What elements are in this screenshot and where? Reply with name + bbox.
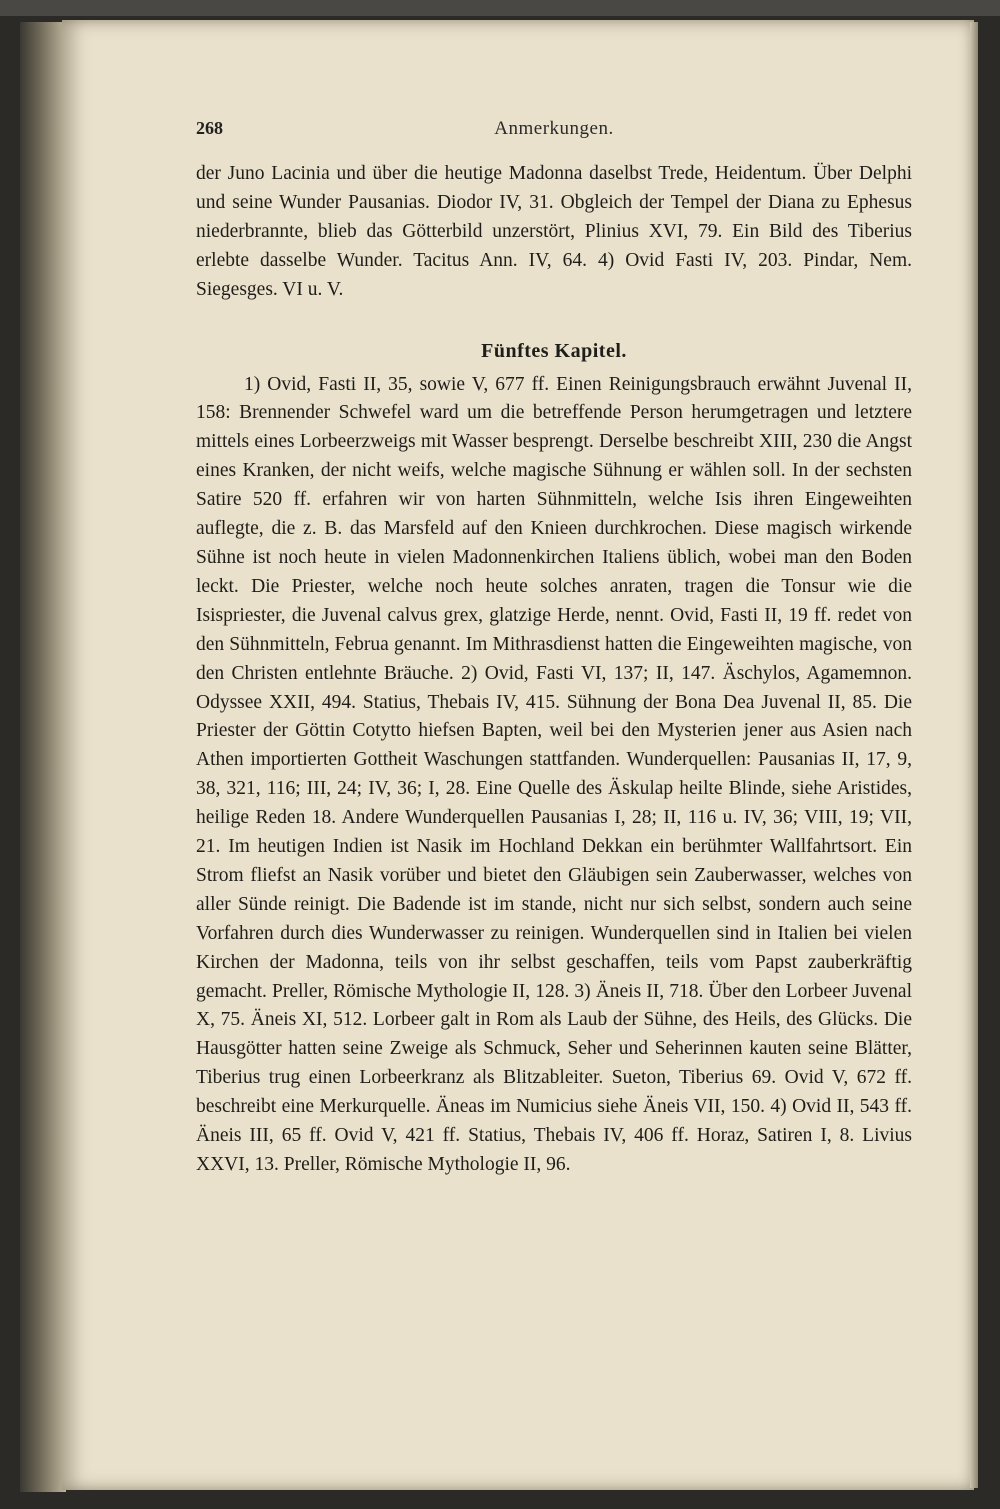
page-number: 268 [196, 118, 223, 138]
running-title: Anmerkungen. [494, 118, 614, 139]
section-heading: Fünftes Kapitel. [481, 339, 627, 362]
page-body [196, 160, 912, 1180]
page-edge [970, 22, 978, 1488]
book-cover-edge [0, 0, 1000, 16]
book-gutter [20, 22, 66, 1492]
page-header [196, 118, 912, 144]
paragraph-notes: 1) Ovid, Fasti II, 35, sowie V, 677 ff. Einen Reinigungsbrauch erwähnt Juvenal II, 158: Brennender Schwefel ward um die betreffende Person herumgetragen und letztere mittels eines Lorbeerzweigs mit Wasser besprengt. Derselbe beschreibt XIII, 230 die Angst eines Kranken, der nicht weifs, welche magische Sühnung er wählen soll. In der sechsten Satire 520 ff. erfahren wir von harten Sühnmitteln, welche Isis ihren Eingeweihten auflegte, die z. B. das Marsfeld auf den Knieen durchkrochen. Diese magisch wirkende Sühne ist noch heute in vielen Madonnenkirchen Italiens üblich, wobei man den Boden leckt. Die Priester, welche noch heute solches anraten, tragen die Tonsur wie die Isispriester, die Juvenal calvus grex, glatzige Herde, nennt. Ovid, Fasti II, 19 ff. redet von den Sühnmitteln, Februa genannt. Im Mithrasdienst hatten die Eingeweihten magische, von den Christen entlehnte Bräuche. 2) Ovid, Fasti VI, 137; II, 147. Äschylos, Agamemnon. Odyssee XXII, 494. Statius, Thebais IV, 415. Sühnung der Bona Dea Juvenal II, 85. Die Priester der Göttin Cotytto hiefsen Bapten, weil bei den Mysterien jener aus Asien nach Athen importierten Gottheit Waschungen stattfanden. Wunderquellen: Pausanias II, 17, 9, 38, 321, 116; III, 24; IV, 36; I, 28. Eine Quelle des Äskulap heilte Blinde, siehe Aristides, heilige Reden 18. Andere Wunderquellen Pausanias I, 28; II, 116 u. IV, 36; VIII, 19; VII, 21. Im heutigen Indien ist Nasik im Hochland Dekkan ein berühmter Wallfahrtsort. Ein Strom fliefst an Nasik vorüber und bietet den Gläubigen sein Zauberwasser, welches von aller Sünde reinigt. Die Badende ist im stande, nicht nur sich selbst, sondern auch seine Vorfahren durch dies Wunderwasser zu reinigen. Wunderquellen sind in Italien bei vielen Kirchen der Madonna, teils von ihr selbst geschaffen, teils vom Papst zauberkräftig gemacht. Preller, Römische Mythologie II, 128. 3) Äneis II, 718. Über den Lorbeer Juvenal X, 75. Äneis XI, 512. Lorbeer galt in Rom als Laub der Sühne, des Heils, des Glücks. Die Hausgötter hatten seine Zweige als Schmuck, Seher und Seherinnen kauten seine Blätter, Tiberius trug einen Lorbeerkranz als Blitzableiter. Sueton, Tiberius 69. Ovid V, 672 ff. beschreibt eine Merkurquelle. Äneas im Numicius siehe Äneis VII, 150. 4) Ovid II, 543 ff. Äneis III, 65 ff. Ovid V, 421 ff. Statius, Thebais IV, 406 ff. Horaz, Satiren I, 8. Livius XXVI, 13. Preller, Römische Mythologie II, 96. [196, 373, 912, 1175]
paragraph-continued: der Juno Lacinia und über die heutige Madonna daselbst Trede, Heidentum. Über Delphi und seine Wunder Pausanias. Diodor IV, 31. Obgleich der Tempel der Diana zu Ephesus niederbrannte, blieb das Götterbild unzerstört, Plinius XVI, 79. Ein Bild des Tiberius erlebte dasselbe Wunder. Tacitus Ann. IV, 64. 4) Ovid Fasti IV, 203. Pindar, Nem. Siegesges. VI u. V. [196, 163, 912, 300]
